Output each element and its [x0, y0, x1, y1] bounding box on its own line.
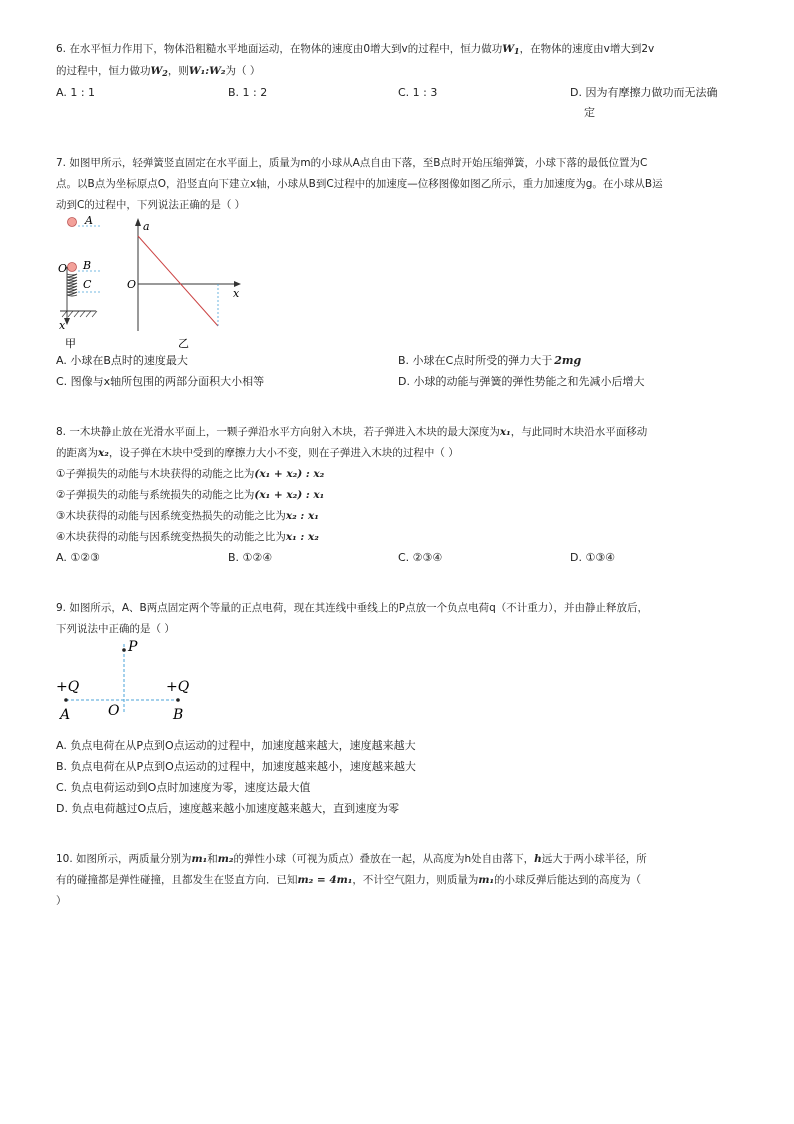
q9-stem-line1: 9. 如图所示，A、B两点固定两个等量的正点电荷，现在其连线中垂线上的P点放一个负点电荷q（不计重力），并由静止释放后，: [56, 602, 648, 614]
q8-option-c[interactable]: C. ②③④: [398, 551, 443, 564]
q6-stem-line2: 的过程中，恒力做功$W_2$，则W₁:W₂为（ ）: [56, 65, 261, 78]
spring-icon: [67, 274, 77, 296]
q8-statement-2: ②子弹损失的动能与系统损失的动能之比为(x₁ + x₂) : x₁: [56, 489, 325, 501]
q6-option-d[interactable]: D. 因为有摩擦力做功而无法确: [570, 86, 718, 99]
q9-option-a[interactable]: A. 负点电荷在从P点到O点运动的过程中，加速度越来越大，速度越来越大: [56, 739, 416, 752]
label-a-axis: a: [143, 220, 150, 233]
q9-figure: [52, 636, 202, 726]
label-c: C: [83, 278, 92, 291]
q8-statement-4: ④木块获得的动能与因系统变热损失的动能之比为x₁ : x₂: [56, 531, 319, 543]
q6-w1: $W_1$: [502, 43, 520, 56]
q6-option-d-cont: 定: [584, 106, 595, 119]
label-o: O: [58, 262, 68, 275]
q6-stem-line1: 6. 在水平恒力作用下，物体沿粗糙水平地面运动，在物体的速度由0增大到v的过程中，恒力做功$W_1$，在物体的速度由v增大到2v: [56, 43, 655, 56]
q9-option-b[interactable]: B. 负点电荷在从P点到O点运动的过程中，加速度越来越小，速度越来越大: [56, 760, 416, 773]
label-a: A: [85, 214, 93, 227]
label-x: x: [59, 319, 66, 332]
q6-option-a[interactable]: A. 1 : 1: [56, 86, 96, 99]
q7-option-c[interactable]: C. 图像与x轴所包围的两部分面积大小相等: [56, 375, 265, 388]
label-p: P: [128, 639, 138, 655]
q8-stem-line2: 的距离为x₂，设子弹在木块中受到的摩擦力大小不变，则在子弹进入木块的过程中（ ）: [56, 447, 459, 459]
q9-stem-line2: 下列说法中正确的是（ ）: [56, 623, 175, 635]
label-o-origin: O: [127, 278, 137, 291]
q7-option-d[interactable]: D. 小球的动能与弹簧的弹性势能之和先减小后增大: [398, 375, 645, 388]
q6-w2: $W_2$: [150, 65, 168, 78]
q8-statement-1: ①子弹损失的动能与木块获得的动能之比为(x₁ + x₂) : x₂: [56, 468, 325, 480]
q6-option-b[interactable]: B. 1 : 2: [228, 86, 268, 99]
q7-figure: [50, 208, 250, 358]
graph-line: [138, 236, 218, 326]
ball-a-icon: [68, 218, 77, 227]
q6-text: 6. 在水平恒力作用下，物体沿粗糙水平地面运动，在物体的速度由0增大到v的过程中，恒力做功: [56, 43, 503, 55]
q10-stem-line2: 有的碰撞都是弹性碰撞，且都发生在竖直方向．已知m₂ = 4m₁，不计空气阻力，则质量为m₁的小球反弹后能达到的高度为（: [56, 874, 642, 886]
charge-b-icon: [176, 698, 180, 702]
q9-option-d[interactable]: D. 负点电荷越过O点后，速度越来越小加速度越来越大，直到速度为零: [56, 802, 400, 815]
label-a: A: [60, 707, 71, 723]
q8-option-a[interactable]: A. ①②③: [56, 551, 100, 564]
q7-stem-line2: 点。以B点为坐标原点O，沿竖直向下建立x轴，小球从B到C过程中的加速度—位移图像如图乙所示，重力加速度为g。在小球从B运: [56, 178, 663, 190]
q7-option-a[interactable]: A. 小球在B点时的速度最大: [56, 354, 188, 367]
label-qb: +Q: [166, 679, 190, 695]
label-b: B: [173, 707, 184, 723]
q8-option-b[interactable]: B. ①②④: [228, 551, 273, 564]
point-p-icon: [122, 648, 126, 652]
q8-stem-line1: 8. 一木块静止放在光滑水平面上，一颗子弹沿水平方向射入木块，若子弹进入木块的最大深度为x₁，与此同时木块沿水平面移动: [56, 426, 648, 438]
label-jia: 甲: [65, 337, 76, 350]
q7-stem-line3: 动到C的过程中，下列说法正确的是（ ）: [56, 199, 246, 211]
q7-option-b[interactable]: B. 小球在C点时所受的弹力大于 2mg: [398, 354, 582, 367]
q9-option-c[interactable]: C. 负点电荷运动到O点时加速度为零，速度达最大值: [56, 781, 311, 794]
ball-b-icon: [68, 263, 77, 272]
q10-stem-line1: 10. 如图所示，两质量分别为m₁和m₂的弹性小球（可视为质点）叠放在一起，从高度为h处自由落下，h远大于两小球半径，所: [56, 853, 647, 865]
q6-option-c[interactable]: C. 1 : 3: [398, 86, 438, 99]
q6-ratio: W₁:W₂: [188, 65, 226, 77]
label-yi: 乙: [178, 337, 189, 350]
label-x-axis: x: [233, 287, 240, 300]
q8-option-d[interactable]: D. ①③④: [570, 551, 616, 564]
label-o: O: [108, 703, 120, 719]
q7-stem-line1: 7. 如图甲所示，轻弹簧竖直固定在水平面上，质量为m的小球从A点自由下落，至B点时开始压缩弹簧，小球下落的最低位置为C: [56, 157, 648, 169]
label-qa: +Q: [56, 679, 80, 695]
q8-statement-3: ③木块获得的动能与因系统变热损失的动能之比为x₂ : x₁: [56, 510, 319, 522]
q10-stem-line3: ）: [56, 895, 67, 907]
charge-a-icon: [64, 698, 68, 702]
label-b: B: [83, 259, 92, 272]
